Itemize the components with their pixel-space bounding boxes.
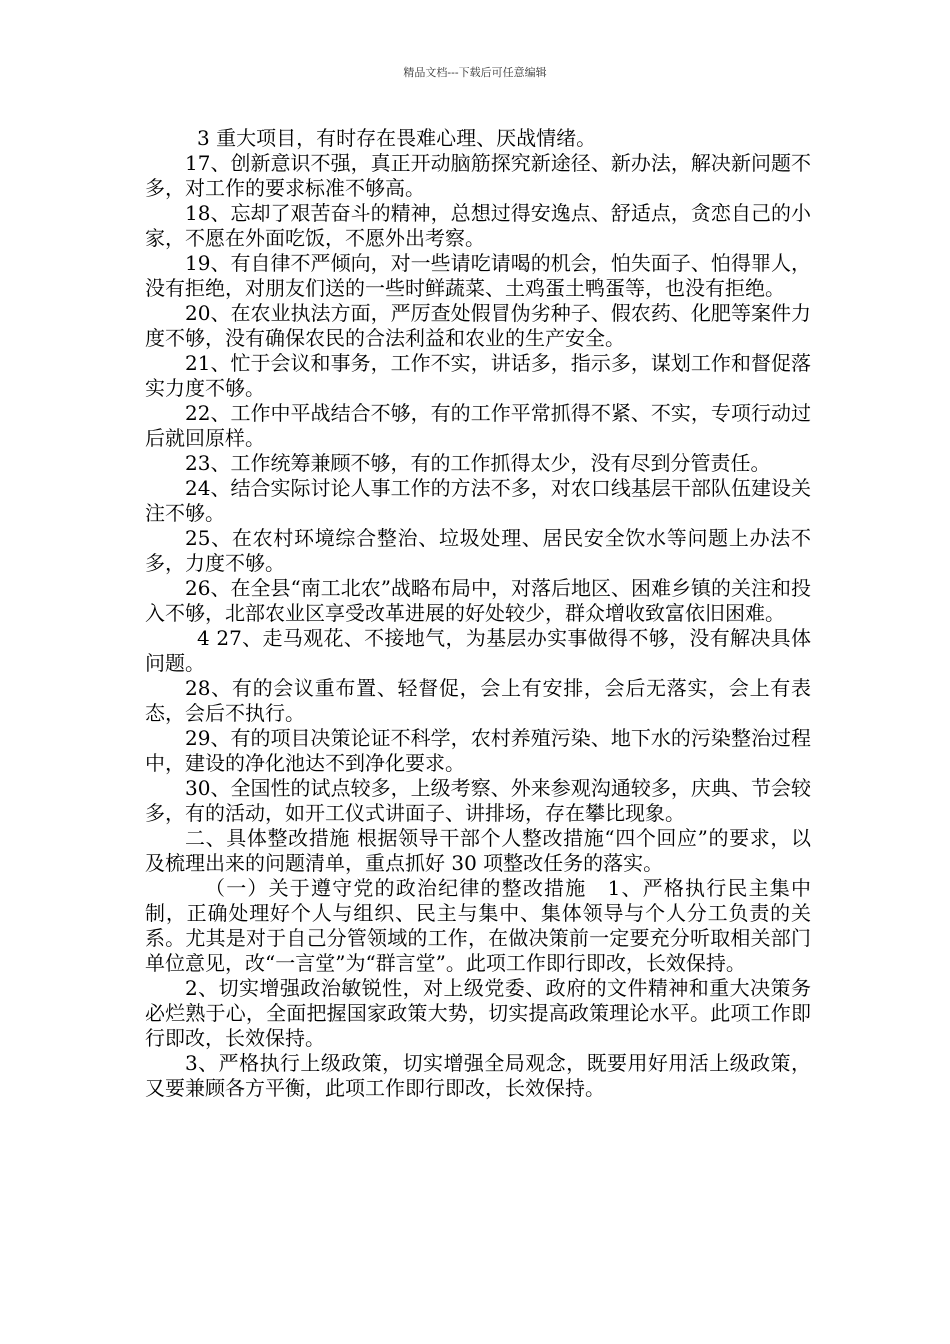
document-body (145, 126, 811, 1101)
paragraph-item-29: 29、有的项目决策论证不科学，农村养殖污染、地下水的污染整治过程中，建设的净化池达不到净化要求。 (145, 726, 811, 775)
paragraph-item-26: 26、在全县“南工北农”战略布局中，对落后地区、困难乡镇的关注和投入不够，北部农业区享受改革进展的好处较少，群众增收致富依旧困难。 (145, 576, 811, 625)
page-header: 精品文档---下载后可任意编辑 (403, 66, 547, 79)
paragraph-measure-2: 2、切实增强政治敏锐性，对上级党委、政府的文件精神和重大决策务必烂熟于心，全面把握国家政策大势，切实提高政策理论水平。此项工作即行即改，长效保持。 (145, 976, 811, 1050)
section-heading-measures: 二、具体整改措施 根据领导干部个人整改措施“四个回应”的要求，以及梳理出来的问题清单，重点抓好 30 项整改任务的落实。 (145, 826, 811, 875)
paragraph-item-27: 4 27、走马观花、不接地气，为基层办实事做得不够，没有解决具体问题。 (145, 626, 811, 675)
paragraph-item-25: 25、在农村环境综合整治、垃圾处理、居民安全饮水等问题上办法不多，力度不够。 (145, 526, 811, 575)
paragraph-measure-3: 3、严格执行上级政策，切实增强全局观念，既要用好用活上级政策，又要兼顾各方平衡，此项工作即行即改，长效保持。 (145, 1051, 811, 1100)
paragraph-item-24: 24、结合实际讨论人事工作的方法不多，对农口线基层干部队伍建设关注不够。 (145, 476, 811, 525)
paragraph-item-22: 22、工作中平战结合不够，有的工作平常抓得不紧、不实，专项行动过后就回原样。 (145, 401, 811, 450)
paragraph-item-21: 21、忙于会议和事务，工作不实，讲话多，指示多，谋划工作和督促落实力度不够。 (145, 351, 811, 400)
paragraph-item-18: 18、忘却了艰苦奋斗的精神，总想过得安逸点、舒适点，贪恋自己的小家，不愿在外面吃饭，不愿外出考察。 (145, 201, 811, 250)
paragraph-item-17: 17、创新意识不强，真正开动脑筋探究新途径、新办法，解决新问题不多，对工作的要求标准不够高。 (145, 151, 811, 200)
paragraph-item-28: 28、有的会议重布置、轻督促，会上有安排，会后无落实，会上有表态，会后不执行。 (145, 676, 811, 725)
paragraph-item-19: 19、有自律不严倾向，对一些请吃请喝的机会，怕失面子、怕得罪人，没有拒绝，对朋友们送的一些时鲜蔬菜、土鸡蛋土鸭蛋等，也没有拒绝。 (145, 251, 811, 300)
paragraph-item-20: 20、在农业执法方面，严厉查处假冒伪劣种子、假农药、化肥等案件力度不够，没有确保农民的合法利益和农业的生产安全。 (145, 301, 811, 350)
paragraph-item-30: 30、全国性的试点较多，上级考察、外来参观沟通较多，庆典、节会较多，有的活动，如开工仪式讲面子、讲排场，存在攀比现象。 (145, 776, 811, 825)
paragraph-item-23: 23、工作统筹兼顾不够，有的工作抓得太少，没有尽到分管责任。 (185, 451, 771, 475)
paragraph-item-16-cont: 3 重大项目，有时存在畏难心理、厌战情绪。 (197, 126, 597, 150)
paragraph-measure-1: （一）关于遵守党的政治纪律的整改措施 1、严格执行民主集中制，正确处理好个人与组织、民主与集中、集体领导与个人分工负责的关系。尤其是对于自己分管领域的工作，在做决策前一定要充分听取相关部门单位意见，改“一言堂”为“群言堂”。此项工作即行即改，长效保持。 (145, 876, 811, 975)
